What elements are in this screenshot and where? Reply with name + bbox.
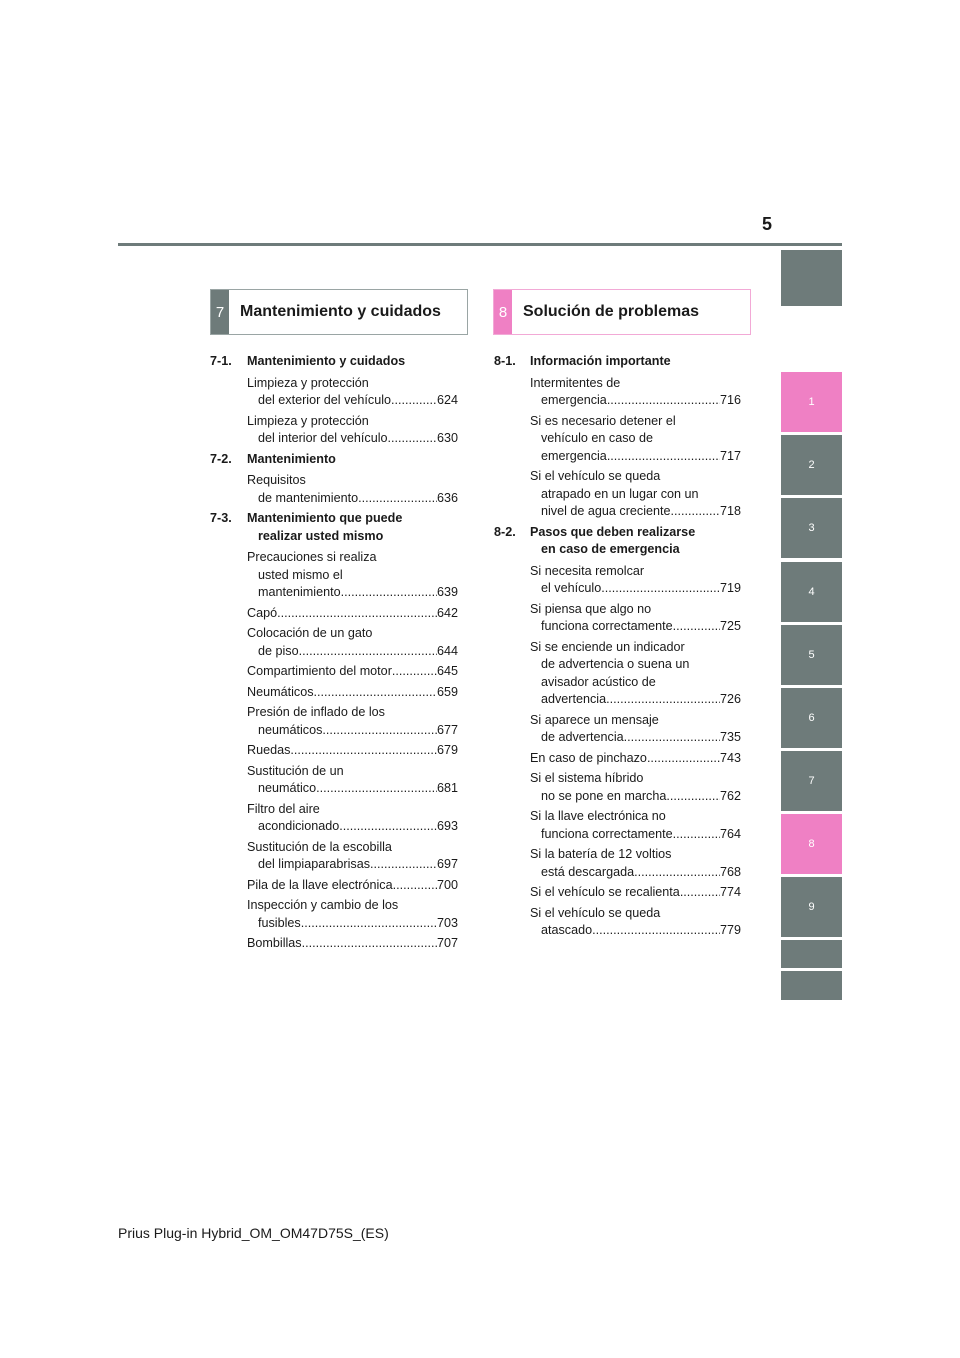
toc-entry[interactable] [530, 884, 741, 902]
toc-entry[interactable] [247, 605, 458, 623]
toc-entry[interactable] [247, 684, 458, 702]
toc-entry[interactable] [530, 846, 741, 881]
page-number: 5 [761, 214, 772, 234]
side-tab-chapter-6[interactable]: 6 [781, 688, 842, 748]
toc-section-title [247, 353, 405, 371]
toc-entry[interactable] [247, 663, 458, 681]
toc-entry-last-line [530, 503, 741, 521]
toc-dot-leader [316, 780, 437, 798]
toc-entry-line: de piso [258, 643, 299, 658]
toc-entry[interactable] [530, 413, 741, 466]
toc-page-number: 679 [436, 743, 458, 757]
toc-section-title [530, 524, 695, 559]
toc-entry-line: vehículo en caso de [541, 431, 654, 445]
toc-entry-line: no se pone en marcha [541, 788, 667, 803]
toc-entry-line: de mantenimiento [258, 490, 359, 505]
footer-document-id: Prius Plug-in Hybrid_OM_OM47D75S_(ES) [118, 1225, 389, 1241]
toc-entry-line: de advertencia o suena un [541, 657, 690, 671]
toc-entry-last-line [247, 818, 458, 836]
toc-entry-last-line [530, 826, 741, 844]
toc-entry[interactable] [247, 704, 458, 739]
toc-entry-line: Si el vehículo se queda [530, 469, 661, 483]
toc-entry-line: Si el vehículo se queda [530, 905, 661, 920]
toc-entry[interactable] [247, 897, 458, 932]
toc-page-number: 726 [719, 692, 741, 706]
toc-entry-line: Intermitentes de [530, 375, 621, 390]
toc-entry-line: del limpiaparabrisas [258, 857, 370, 871]
toc-entry-last-line [530, 580, 741, 598]
toc-section-heading[interactable] [210, 353, 458, 371]
toc-section-heading[interactable] [210, 451, 458, 469]
toc-entry-line: funciona correctamente [541, 619, 673, 633]
toc-entry-last-line [247, 877, 458, 895]
toc-entry-line: Si la llave electrónica no [530, 809, 666, 823]
toc-entry-line: emergencia [541, 393, 607, 407]
toc-page-number: 707 [436, 936, 458, 950]
toc-section-title-line: Pasos que deben realizarse [530, 524, 696, 539]
toc-page-number: 645 [436, 664, 458, 678]
toc-page-number: 693 [436, 819, 458, 833]
toc-page-number: 774 [719, 885, 741, 899]
toc-entry-last-line [530, 750, 741, 768]
toc-entry-last-line [530, 788, 741, 806]
toc-page-number: 717 [719, 448, 741, 463]
side-tab-chapter-9[interactable]: 9 [781, 877, 842, 937]
toc-entry-line: Si el sistema híbrido [530, 771, 644, 785]
toc-entry-line: Sustitución de un [247, 763, 344, 778]
toc-entry[interactable] [247, 877, 458, 895]
toc-entry[interactable] [247, 763, 458, 798]
side-tab-chapter-2[interactable]: 2 [781, 435, 842, 495]
toc-entry[interactable] [247, 839, 458, 874]
side-tab-blank[interactable] [781, 250, 842, 306]
toc-entry[interactable] [247, 413, 458, 448]
toc-entry-line: Colocación de un gato [247, 626, 373, 640]
toc-entry-line: Si se enciende un indicador [530, 639, 685, 654]
toc-dot-leader [666, 788, 720, 806]
toc-dot-leader [601, 580, 720, 598]
toc-entry-line: Requisitos [247, 473, 306, 487]
toc-dot-leader [592, 922, 720, 940]
toc-entry[interactable] [247, 742, 458, 760]
toc-entry-line: Neumáticos [247, 684, 314, 699]
toc-entry-line: Ruedas [247, 743, 291, 757]
toc-dot-leader [673, 618, 720, 636]
toc-entry-line: Si piensa que algo no [530, 601, 652, 616]
toc-entry-last-line [530, 729, 741, 747]
toc-dot-leader [299, 643, 437, 661]
toc-dot-leader [607, 392, 720, 410]
toc-entry-last-line [247, 430, 458, 448]
toc-entry-line: Precauciones si realiza [247, 550, 377, 564]
toc-entry-line: Si necesita remolcar [530, 563, 645, 578]
toc-entry-line: Bombillas [247, 936, 302, 950]
toc-section-heading[interactable] [494, 524, 741, 559]
toc-section-title-line: Mantenimiento que puede [247, 511, 403, 525]
toc-dot-leader [393, 877, 437, 895]
toc-page-number: 764 [719, 826, 741, 841]
side-tab-chapter-5[interactable]: 5 [781, 625, 842, 685]
toc-dot-leader [647, 750, 720, 768]
toc-entry[interactable] [530, 563, 741, 598]
toc-page-number: 762 [719, 788, 741, 803]
toc-entry-line: de advertencia [541, 730, 624, 744]
toc-page-number: 624 [436, 393, 458, 407]
chapter-8-header[interactable] [493, 289, 751, 335]
toc-page-number: 768 [719, 864, 741, 879]
toc-entry[interactable] [247, 935, 458, 953]
side-tab-chapter-1[interactable]: 1 [781, 372, 842, 432]
toc-entry-line: avisador acústico de [541, 674, 656, 689]
toc-entry-line: Filtro del aire [247, 801, 320, 816]
toc-entry-last-line [247, 663, 458, 681]
toc-section-number: 7-2. [210, 451, 232, 466]
toc-entry-line: Si el vehículo se recalienta [530, 885, 680, 899]
chapter-7-header[interactable] [210, 289, 468, 335]
toc-dot-leader [341, 584, 437, 602]
side-tab-blank[interactable] [781, 940, 842, 968]
toc-section-number: 8-1. [494, 354, 516, 368]
toc-section-title-line: Mantenimiento y cuidados [247, 354, 406, 368]
toc-entry-last-line [247, 856, 458, 874]
toc-entry-last-line [530, 884, 741, 902]
toc-entry[interactable] [247, 472, 458, 507]
toc-page-number: 636 [436, 490, 458, 505]
toc-entry[interactable] [530, 770, 741, 805]
chapter-7-number: 7 [211, 290, 229, 334]
toc-entry[interactable] [247, 801, 458, 836]
toc-section-title [247, 451, 336, 469]
toc-dot-leader [634, 864, 720, 882]
toc-section-title-line: en caso de emergencia [541, 542, 680, 556]
toc-dot-leader [314, 684, 437, 702]
toc-entry-line: Si aparece un mensaje [530, 712, 659, 727]
toc-entry-line: Capó [247, 605, 278, 620]
toc-entry-line: el vehículo [541, 581, 602, 595]
toc-dot-leader [671, 503, 720, 521]
toc-entry[interactable] [530, 601, 741, 636]
toc-page-number: 719 [719, 581, 741, 595]
toc-page-number: 703 [436, 915, 458, 930]
toc-dot-leader [392, 663, 437, 681]
toc-page-number: 779 [719, 923, 741, 937]
toc-section-title [530, 353, 671, 371]
side-tab-blank[interactable] [781, 971, 842, 1000]
toc-page-number: 644 [436, 643, 458, 658]
toc-dot-leader [388, 430, 437, 448]
toc-entry[interactable] [530, 468, 741, 521]
side-tab-chapter-4[interactable]: 4 [781, 562, 842, 622]
side-tab-chapter-7[interactable]: 7 [781, 751, 842, 811]
toc-page-number: 630 [436, 431, 458, 445]
toc-entry-line: Sustitución de la escobilla [247, 839, 392, 854]
side-tab-chapter-8[interactable]: 8 [781, 814, 842, 874]
toc-page-number: 639 [436, 585, 458, 599]
toc-entry[interactable] [247, 375, 458, 410]
toc-page-number: 697 [436, 857, 458, 871]
toc-page-number: 700 [436, 877, 458, 892]
toc-page-number: 735 [719, 730, 741, 744]
toc-entry-line: nivel de agua creciente [541, 504, 671, 518]
toc-section-number: 7-3. [210, 511, 232, 525]
chapter-7-title: Mantenimiento y cuidados [240, 303, 441, 320]
toc-entry-line: atascado [541, 923, 593, 937]
toc-entry-line: Limpieza y protección [247, 413, 369, 428]
toc-entry-last-line [247, 684, 458, 702]
toc-entry-line: del interior del vehículo [258, 431, 388, 445]
toc-entry[interactable] [530, 639, 741, 709]
toc-entry-line: funciona correctamente [541, 826, 673, 841]
toc-dot-leader [680, 884, 720, 902]
toc-entry-last-line [530, 691, 741, 709]
toc-entry-last-line [247, 584, 458, 602]
top-rule [118, 243, 842, 246]
toc-section-number: 7-1. [210, 354, 232, 368]
toc-page-number: 716 [719, 393, 741, 407]
toc-entry-last-line [530, 448, 741, 466]
toc-entry-line: Inspección y cambio de los [247, 898, 399, 912]
toc-entry-line: neumáticos [258, 722, 323, 737]
toc-chapter-7 [210, 353, 458, 956]
toc-entry[interactable] [530, 750, 741, 768]
toc-dot-leader [302, 935, 437, 953]
toc-dot-leader [339, 818, 437, 836]
toc-chapter-8 [494, 353, 741, 943]
toc-dot-leader [391, 392, 437, 410]
side-tab-chapter-3[interactable]: 3 [781, 498, 842, 558]
toc-entry-line: emergencia [541, 448, 607, 463]
toc-entry-line: usted mismo el [258, 567, 343, 582]
toc-entry-last-line [247, 722, 458, 740]
toc-page-number: 677 [436, 722, 458, 737]
toc-page-number: 743 [719, 750, 741, 765]
toc-entry-line: Si es necesario detener el [530, 413, 676, 428]
toc-entry-last-line [247, 935, 458, 953]
toc-entry-last-line [247, 392, 458, 410]
toc-entry-line: mantenimiento [258, 585, 341, 599]
toc-dot-leader [624, 729, 720, 747]
toc-entry-last-line [530, 922, 741, 940]
toc-dot-leader [322, 722, 437, 740]
toc-entry[interactable] [530, 375, 741, 410]
toc-page-number: 681 [436, 781, 458, 795]
toc-dot-leader [290, 742, 437, 760]
toc-dot-leader [301, 915, 437, 933]
toc-section-heading[interactable] [210, 510, 458, 545]
toc-entry[interactable] [530, 712, 741, 747]
toc-entry-line: Presión de inflado de los [247, 705, 385, 719]
toc-entry[interactable] [530, 808, 741, 843]
toc-entry-last-line [530, 618, 741, 636]
toc-dot-leader [607, 448, 720, 466]
toc-entry-line: Limpieza y protección [247, 375, 369, 390]
toc-entry[interactable] [247, 549, 458, 602]
chapter-8-number: 8 [494, 290, 512, 334]
toc-page-number: 725 [719, 619, 741, 633]
toc-dot-leader [673, 826, 720, 844]
toc-page-number: 659 [436, 684, 458, 699]
toc-page-number: 718 [719, 504, 741, 518]
toc-section-title [247, 510, 402, 545]
toc-entry-line: está descargada [541, 864, 635, 879]
toc-entry-line: Compartimiento del motor [247, 664, 392, 678]
toc-entry[interactable] [530, 905, 741, 940]
toc-entry-last-line [530, 864, 741, 882]
toc-entry-last-line [247, 780, 458, 798]
toc-dot-leader [370, 856, 437, 874]
toc-entry-line: del exterior del vehículo [258, 393, 392, 407]
toc-entry-last-line [247, 915, 458, 933]
toc-page-number: 642 [436, 605, 458, 620]
toc-entry-line: advertencia [541, 692, 607, 706]
toc-section-title-line: Mantenimiento [247, 451, 336, 466]
toc-entry-last-line [247, 742, 458, 760]
toc-entry-line: fusibles [258, 915, 301, 930]
toc-entry-line: neumático [258, 781, 317, 795]
toc-entry-last-line [247, 490, 458, 508]
chapter-8-title: Solución de problemas [523, 303, 700, 320]
toc-entry-line: acondicionado [258, 819, 340, 833]
toc-entry[interactable] [247, 625, 458, 660]
toc-entry-line: atrapado en un lugar con un [541, 486, 699, 501]
toc-entry-line: Si la batería de 12 voltios [530, 847, 672, 861]
toc-entry-last-line [247, 643, 458, 661]
toc-entry-last-line [247, 605, 458, 623]
toc-section-heading[interactable] [494, 353, 741, 371]
toc-section-title-line: Información importante [530, 354, 671, 368]
toc-dot-leader [277, 605, 437, 623]
toc-section-number: 8-2. [494, 524, 516, 539]
toc-entry-line: Pila de la llave electrónica [247, 877, 393, 892]
toc-entry-last-line [530, 392, 741, 410]
toc-dot-leader [606, 691, 720, 709]
toc-section-title-line: realizar usted mismo [258, 528, 384, 543]
toc-dot-leader [358, 490, 437, 508]
toc-entry-line: En caso de pinchazo [530, 750, 647, 765]
